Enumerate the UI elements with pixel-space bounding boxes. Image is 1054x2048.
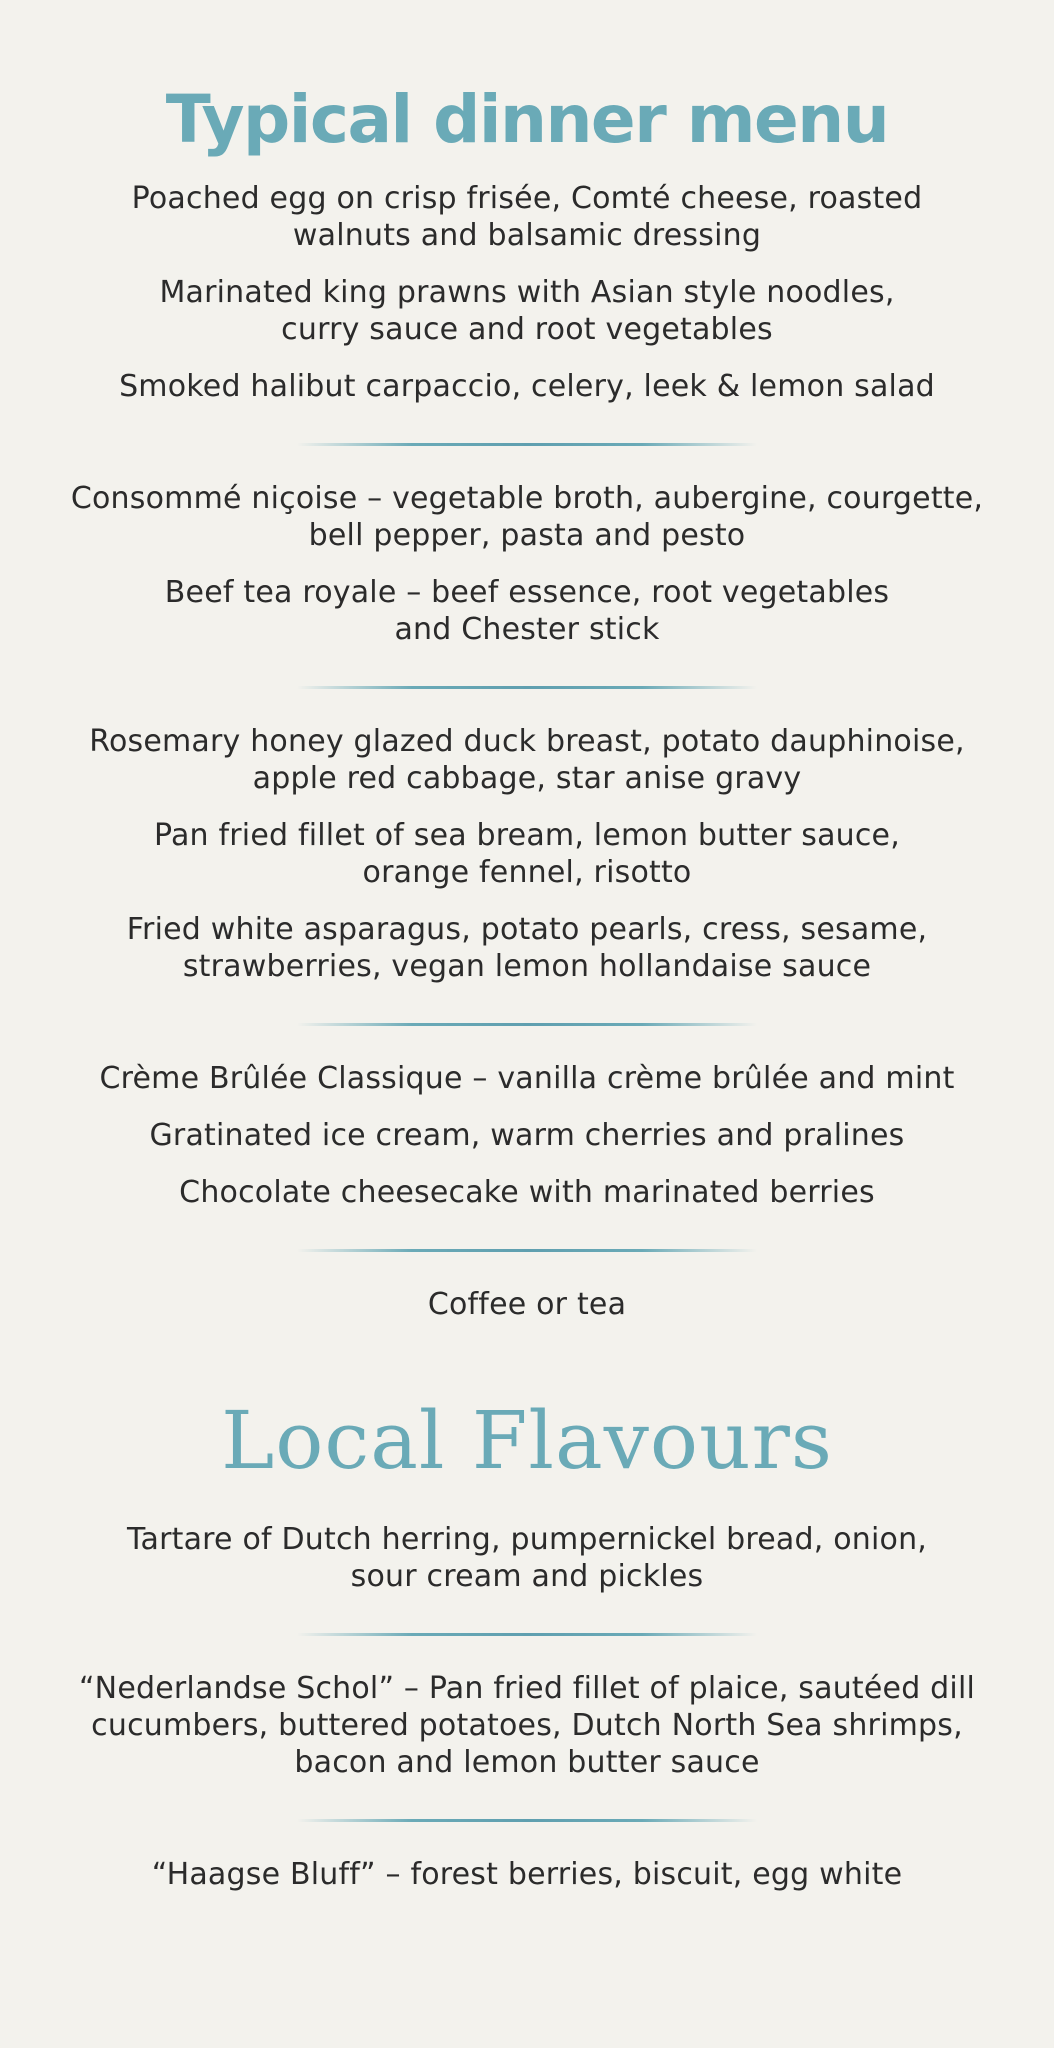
course-starters — [0, 162, 1054, 405]
dish: Tartare of Dutch herring, pumpernickel bread, onion, sour cream and pickles — [126, 1522, 928, 1594]
dish: Smoked halibut carpaccio, celery, leek & lemon salad — [119, 369, 935, 404]
course-soups — [0, 446, 1054, 648]
dish: “Haagse Bluff” – forest berries, biscuit, egg white — [151, 1857, 903, 1892]
dish: Fried white asparagus, potato pearls, cress, sesame, strawberries, vegan lemon hollandaise sauce — [126, 912, 928, 984]
dish: “Nederlandse Schol” – Pan fried fillet of plaice, sautéed dill cucumbers, buttered potatoes, Dutch North Sea shrimps, bacon and lemon butter sauce — [78, 1671, 976, 1780]
dish: Beef tea royale – beef essence, root vegetables and Chester stick — [164, 575, 890, 647]
course-mains — [0, 689, 1054, 985]
dish: Crème Brûlée Classique – vanilla crème brûlée and mint — [99, 1061, 955, 1096]
dish: Gratinated ice cream, warm cherries and pralines — [149, 1118, 905, 1153]
dish: Chocolate cheesecake with marinated berries — [179, 1175, 875, 1210]
dish: Rosemary honey glazed duck breast, potato dauphinoise, apple red cabbage, star anise gravy — [89, 724, 965, 796]
menu-title: Typical dinner menu — [165, 81, 889, 158]
dish: Poached egg on crisp frisée, Comté cheese, roasted walnuts and balsamic dressing — [131, 181, 923, 253]
course-coffee — [0, 1252, 1054, 1323]
local-starter — [0, 1489, 1054, 1595]
local-main — [0, 1636, 1054, 1781]
dish: Marinated king prawns with Asian style noodles, curry sauce and root vegetables — [159, 275, 895, 347]
dish: Pan fried fillet of sea bream, lemon butter sauce, orange fennel, risotto — [154, 818, 900, 890]
course-desserts — [0, 1026, 1054, 1211]
dish: Coffee or tea — [427, 1287, 627, 1322]
local-dessert — [0, 1822, 1054, 1893]
local-flavours-title: Local Flavours — [221, 1394, 833, 1487]
dish: Consommé niçoise – vegetable broth, aubergine, courgette, bell pepper, pasta and pesto — [70, 481, 984, 553]
